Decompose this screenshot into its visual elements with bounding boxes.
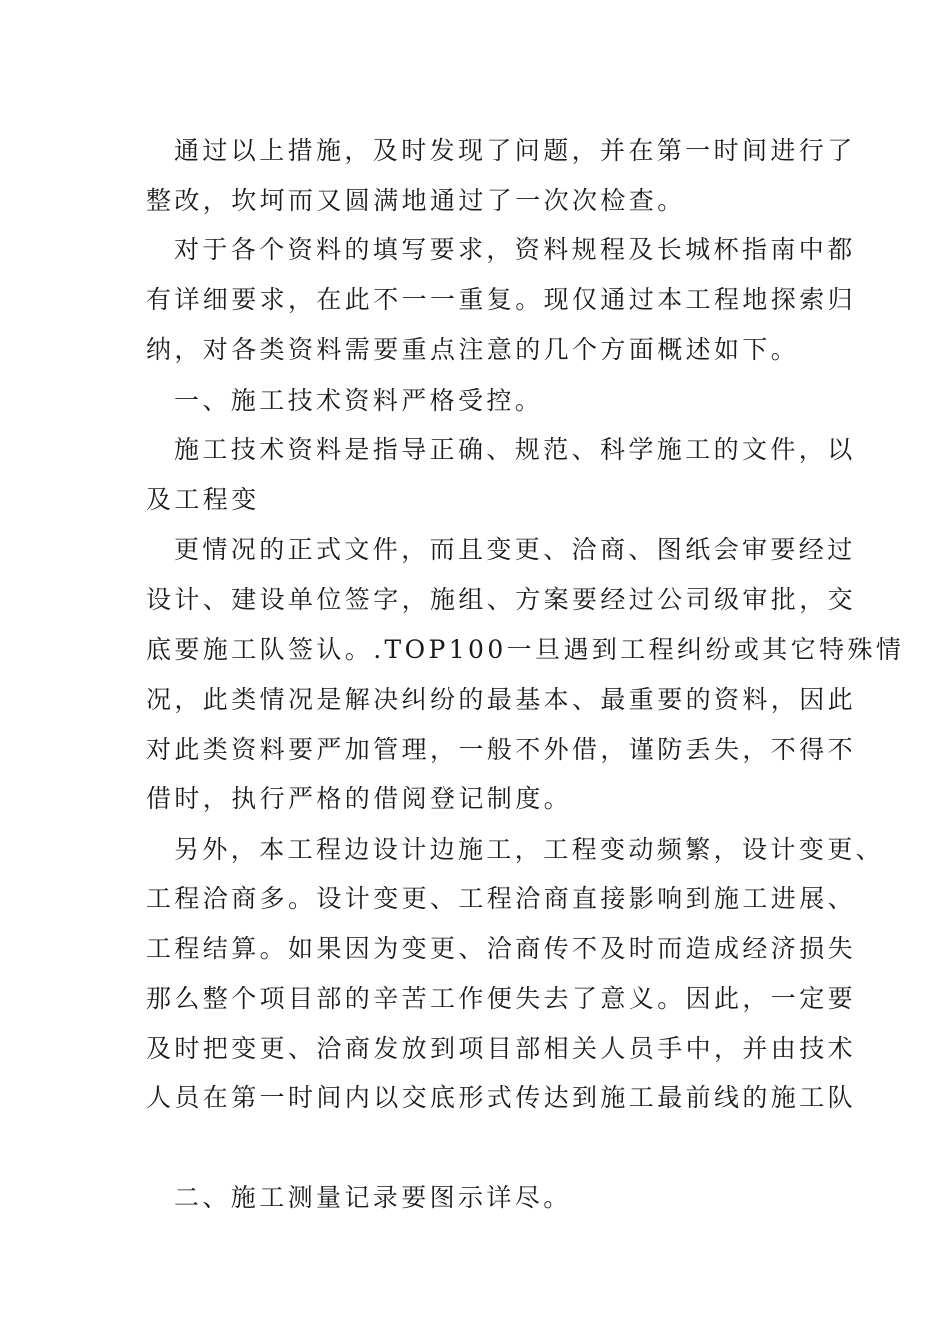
text-line: 通过以上措施，及时发现了问题，并在第一时间进行了 [174, 136, 856, 165]
text-line: 工程结算。如果因为变更、洽商传不及时而造成经济损失 [146, 934, 857, 963]
text-line: 借时，执行严格的借阅登记制度。 [146, 784, 573, 813]
text-line: 及时把变更、洽商发放到项目部相关人员手中，并由技术 [146, 1034, 857, 1063]
section-heading: 一、施工技术资料严格受控。 [174, 386, 544, 415]
text-line: 另外，本工程边设计边施工，工程变动频繁，设计变更、 [174, 835, 885, 864]
text-line: 设计、建设单位签字，施组、方案要经过公司级审批，交 [146, 585, 857, 614]
text-line: 况，此类情况是解决纠纷的最基本、最重要的资料，因此 [146, 685, 857, 714]
text-line: 人员在第一时间内以交底形式传达到施工最前线的施工队 [146, 1083, 857, 1112]
text-line: 整改，坎坷而又圆满地通过了一次次检查。 [146, 186, 686, 215]
text-line: 及工程变 [146, 485, 260, 514]
text-line: 底要施工队签认。.TOP100一旦遇到工程纠纷或其它特殊情 [146, 635, 905, 664]
text-line: 工程洽商多。设计变更、工程洽商直接影响到施工进展、 [146, 884, 857, 913]
text-line: 纳，对各类资料需要重点注意的几个方面概述如下。 [146, 335, 800, 364]
text-line: 更情况的正式文件，而且变更、洽商、图纸会审要经过 [174, 535, 856, 564]
text-line: 有详细要求，在此不一一重复。现仅通过本工程地探索归 [146, 285, 857, 314]
text-line: 对此类资料要严加管理，一般不外借，谨防丢失，不得不 [146, 735, 857, 764]
text-line: 对于各个资料的填写要求，资料规程及长城杯指南中都 [174, 235, 856, 264]
text-line: 那么整个项目部的辛苦工作便失去了意义。因此，一定要 [146, 984, 857, 1013]
section-heading: 二、施工测量记录要图示详尽。 [174, 1183, 572, 1212]
text-line: 施工技术资料是指导正确、规范、科学施工的文件，以 [174, 435, 856, 464]
